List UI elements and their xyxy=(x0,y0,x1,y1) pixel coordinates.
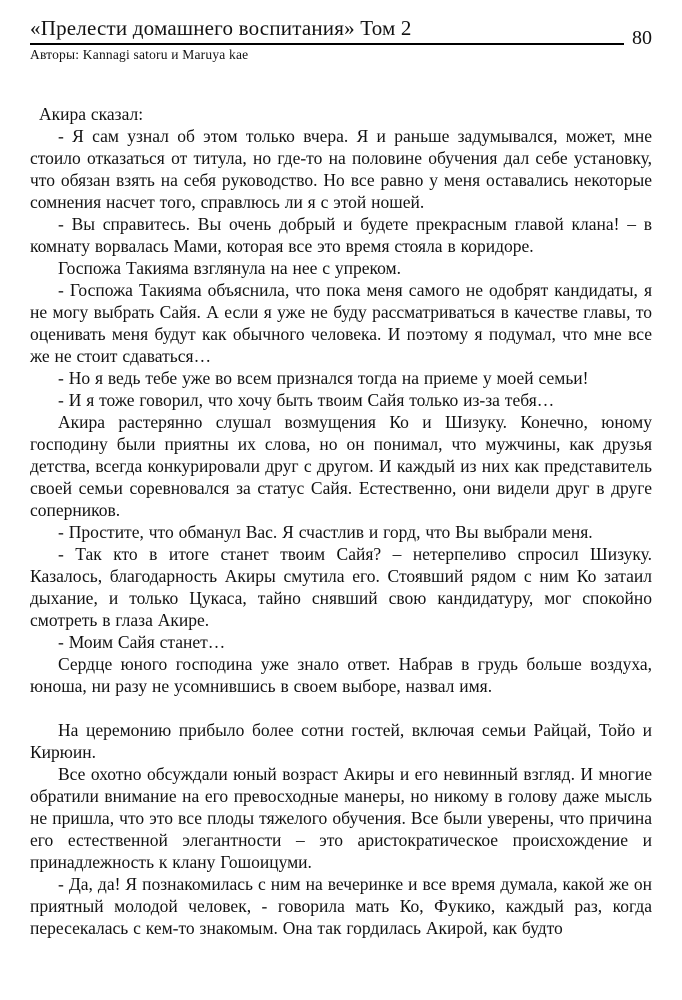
paragraph: - Моим Сайя станет… xyxy=(58,632,226,652)
paragraph: - Но я ведь тебе уже во всем признался тогда на приеме у моей семьи! xyxy=(58,368,589,388)
authors-line: Авторы: Kannagi satoru и Maruya kae xyxy=(30,47,249,62)
page-header xyxy=(30,16,652,63)
header-row xyxy=(30,16,652,49)
paragraph: Акира сказал: xyxy=(39,104,144,124)
body-text xyxy=(30,103,652,939)
page-number: 80 xyxy=(632,27,652,49)
paragraph: - Простите, что обманул Вас. Я счастлив и горд, что Вы выбрали меня. xyxy=(58,522,593,542)
paragraph: Госпожа Такияма взглянула на нее с упреком. xyxy=(58,258,401,278)
paragraph: - Так кто в итоге станет твоим Сайя? – нетерпеливо спросил Шизуку. Казалось, благодарность Акиры смутила его. Стоявший рядом с ним Ко затаил дыхание, и только Цукаса, тайно снявший свою кандидатуру, мог спокойно смотреть в глаза Акире. xyxy=(30,544,652,630)
paragraph: - Госпожа Такияма объяснила, что пока меня самого не одобрят кандидаты, я не могу выбрать Сайя. А если я уже не буду рассматриваться в качестве главы, то оценивать меня будут как обычного человека. И поэтому я подумал, что мне все же не стоит сдаваться… xyxy=(30,280,652,366)
paragraph: Сердце юного господина уже знало ответ. Набрав в грудь больше воздуха, юноша, ни разу не усомнившись в своем выборе, назвал имя. xyxy=(30,654,652,696)
paragraph: - Да, да! Я познакомилась с ним на вечеринке и все время думала, какой же он приятный молодой человек, - говорила мать Ко, Фукико, каждый раз, когда пересекалась с кем-то знакомым. Она так гордилась Акирой, как будто xyxy=(30,874,652,938)
paragraph: Все охотно обсуждали юный возраст Акиры и его невинный взгляд. И многие обратили внимание на его превосходные манеры, но никому в голову даже мысль не пришла, что это все плоды тяжелого обучения. Все были уверены, что причина его естественной элегантности – это аристократическое происхождение и принадлежность к клану Гошоицуми. xyxy=(30,764,652,872)
paragraph: На церемонию прибыло более сотни гостей, включая семьи Райцай, Тойо и Кирюин. xyxy=(30,720,652,762)
paragraph: Акира растерянно слушал возмущения Ко и Шизуку. Конечно, юному господину были приятны их слова, но он понимал, что мужчины, как друзья детства, всегда конкурировали друг с другом. И каждый из них как представитель своей семьи соревновался за статус Сайя. Естественно, они видели друг в друге соперников. xyxy=(30,412,652,520)
paragraph: - Вы справитесь. Вы очень добрый и будете прекрасным главой клана! – в комнату ворвалась Мами, которая все это время стояла в коридоре. xyxy=(30,214,652,256)
header-title-underline xyxy=(30,16,624,45)
document-title: «Прелести домашнего воспитания» Том 2 xyxy=(30,16,412,40)
paragraph: - Я сам узнал об этом только вчера. Я и раньше задумывался, может, мне стоило отказаться от титула, но где-то на половине обучения дал себе установку, что обязан взять на себя руководство. Но все равно у меня оставались некоторые сомнения насчет того, справлюсь ли я с этой ношей. xyxy=(30,126,652,212)
paragraph: - И я тоже говорил, что хочу быть твоим Сайя только из-за тебя… xyxy=(58,390,555,410)
